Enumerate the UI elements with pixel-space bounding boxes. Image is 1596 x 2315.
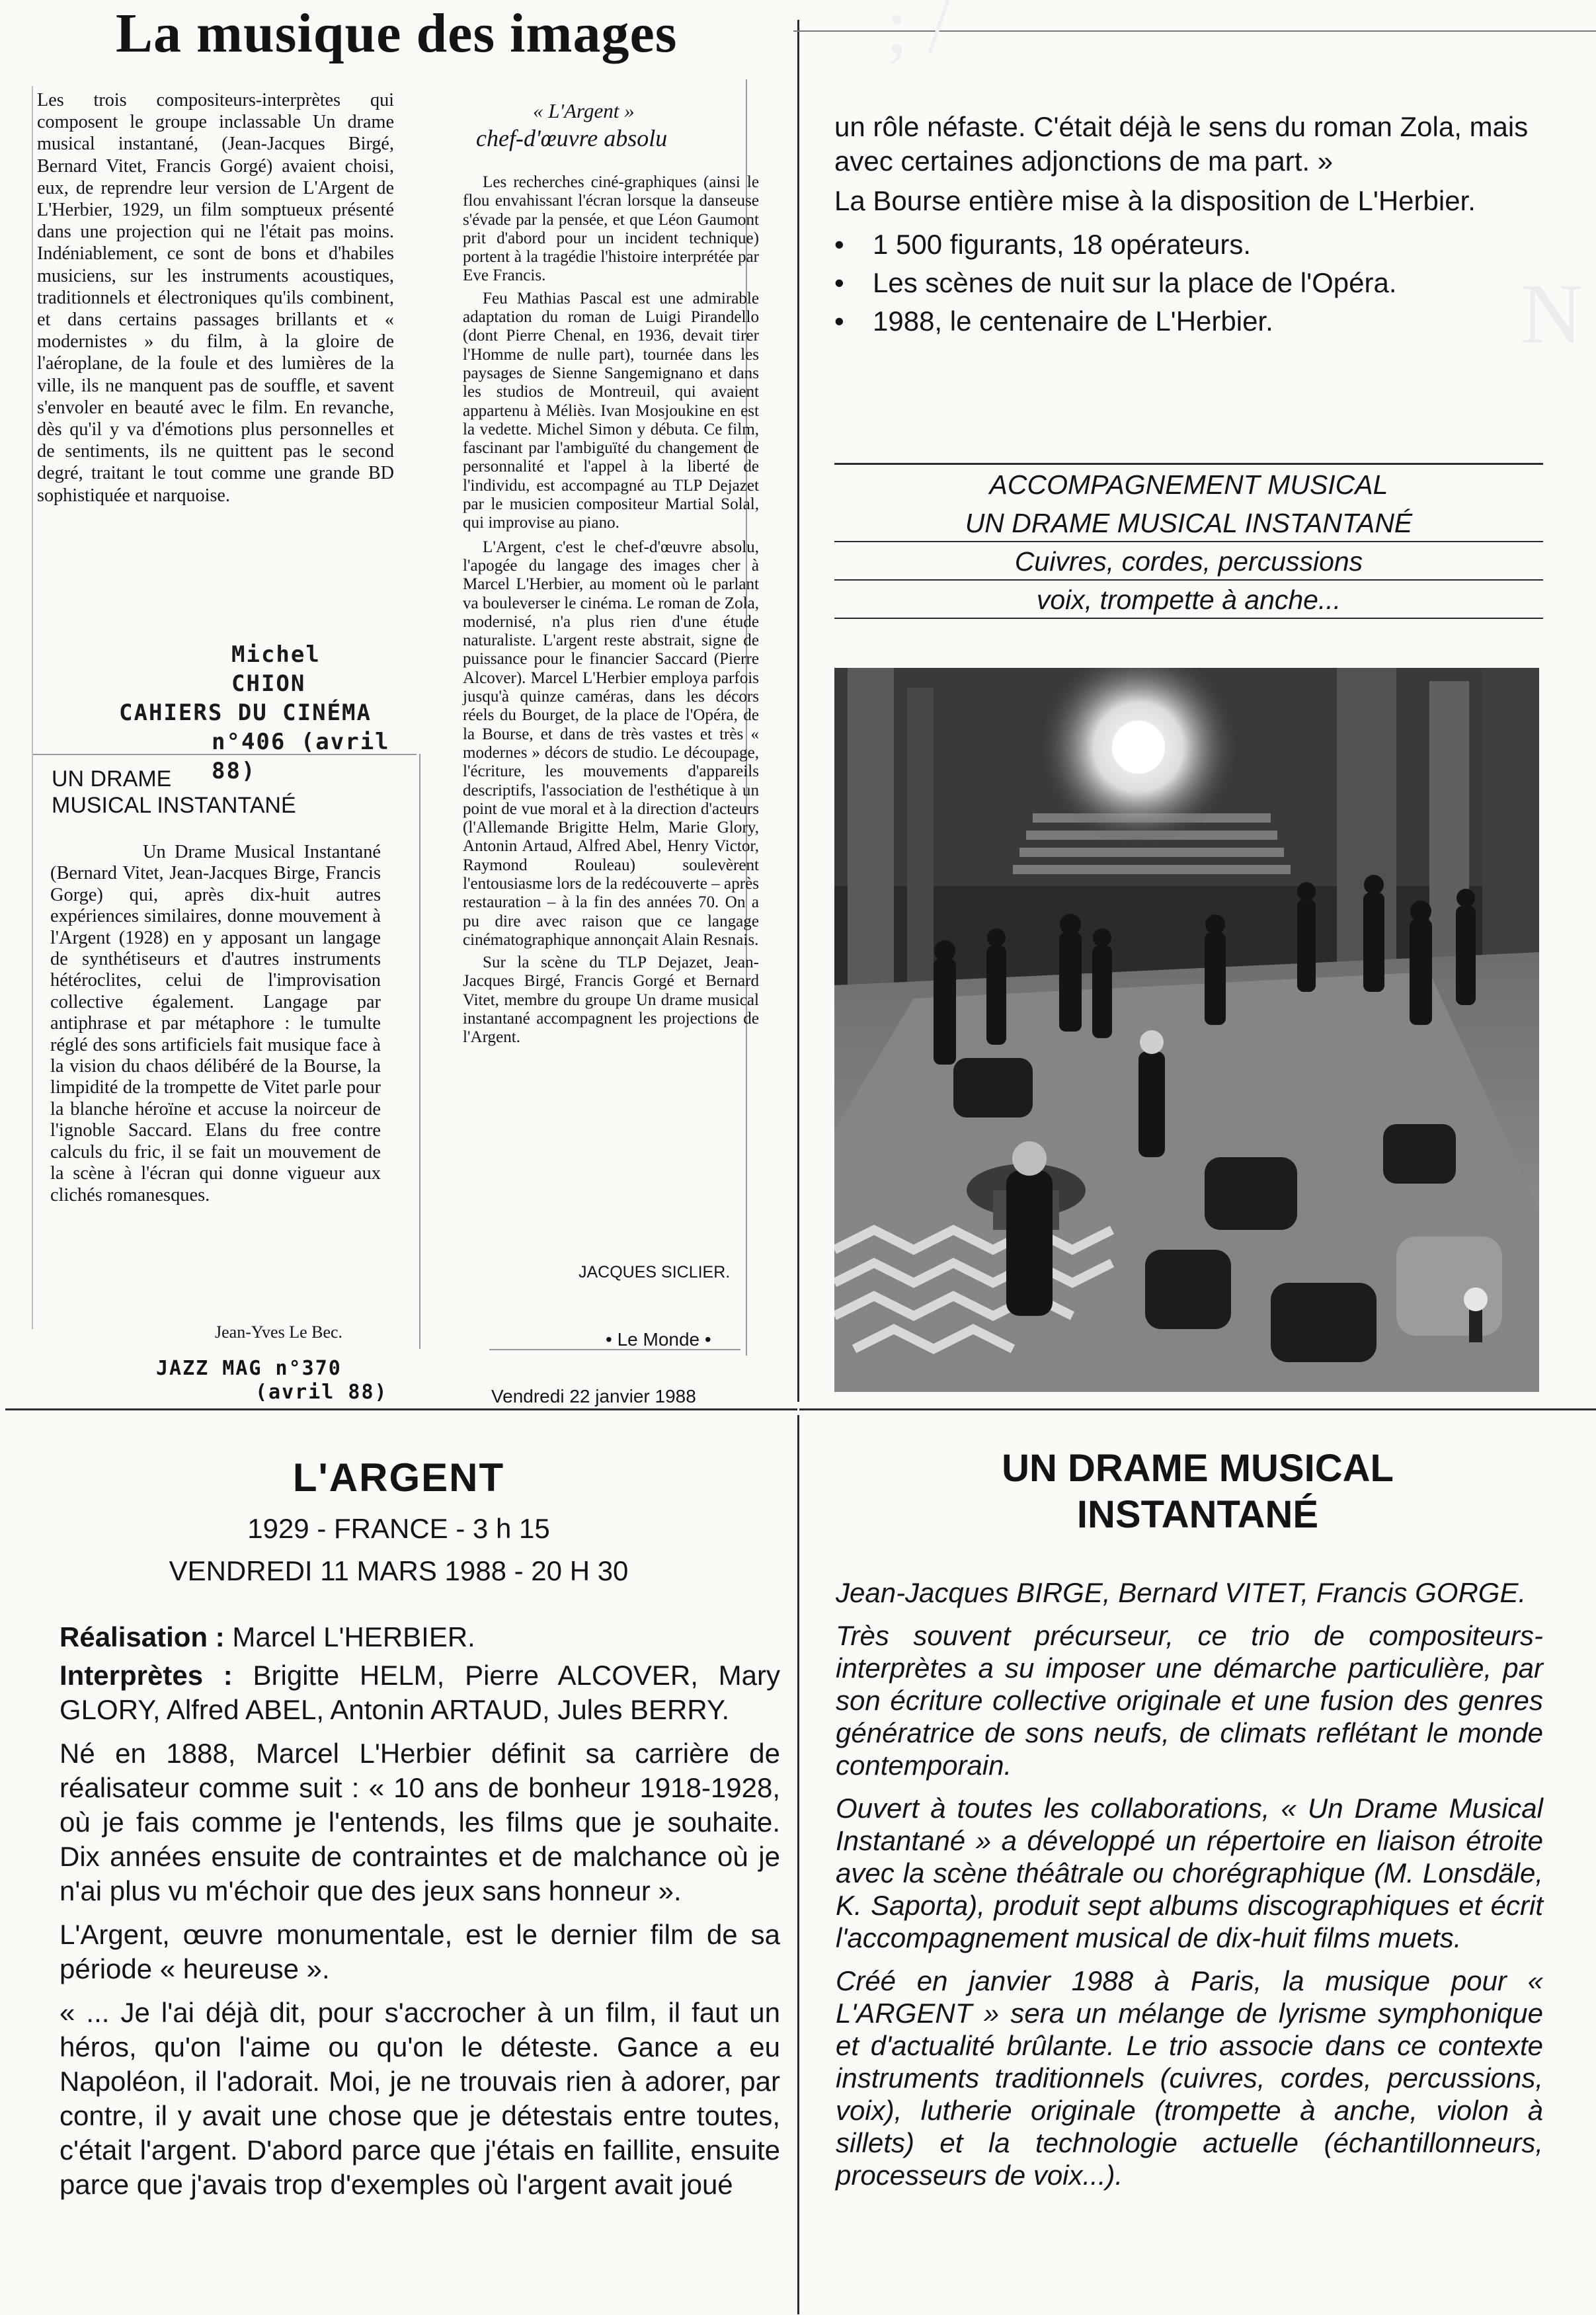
film-paragraph: « ... Je l'ai déjà dit, pour s'accrocher à un film, il faut un héros, qu'on l'aime ou qu'on le déteste. Gance a eu Napoléon, il l'adorait. Moi, je ne trouvais rien à adorer, par contre, il y avait une chose que je détestais entre toutes, c'était l'argent. D'abord parce que j'étais en faillite, ensuite parce que j'avais trop d'exemples où l'argent avait joué [60,1997,780,2200]
monde-paragraph: Sur la scène du TLP Dejazet, Jean-Jacques Birgé, Francis Gorgé et Bernard Vitet, membre du groupe Un drame musical instantané accompagnent les projections de l'Argent. [463,954,759,1047]
director-line [60,1620,780,1654]
accomp-rule-line [834,541,1543,542]
jazz-article-author: Jean-Yves Le Bec. [215,1322,343,1342]
accomp-rule-top [834,463,1543,465]
horizontal-divider-right [799,1408,1596,1410]
accompaniment-box [834,466,1543,619]
cast-label: Interprètes : [60,1660,233,1691]
accomp-line: UN DRAME MUSICAL INSTANTANÉ [965,508,1413,538]
monde-source: • Le Monde • [606,1329,711,1350]
cast-line [60,1658,780,1727]
film-paragraph: Né en 1888, Marcel L'Herbier définit sa carrière de réalisateur comme suit : « 10 ans de bonheur 1918-1928, où je fais comme je l'entends, les films que je souhaite. Dix années ensuite de contraintes et de malchance où je n'ai plus vu m'échoir que des jeux sans honneur ». [60,1738,780,1906]
clipping-edge [32,86,33,1329]
film-subtitle: 1929 - FRANCE - 3 h 15 [247,1513,550,1544]
center-divider-top [797,20,799,1402]
film-title: L'ARGENT [292,1455,505,1500]
group-paragraph: Très souvent précurseur, ce trio de compositeurs-interprètes a su imposer une démarche particulière, par son écriture collective originale et une fusion des genres génératrice de sons neufs, de climats reflétant le monde contemporain. [836,1620,1543,1781]
handwritten-line: n°406 (avril 88) [212,729,390,784]
accomp-line: Cuivres, cordes, percussions [1014,546,1363,577]
group-title-line: INSTANTANÉ [1076,1493,1319,1536]
handwritten-line: CAHIERS DU CINÉMA [119,700,372,726]
group-members: Jean-Jacques BIRGE, Bernard VITET, Francis GORGE. [836,1577,1527,1608]
facts-list-item: • Les scènes de nuit sur la place de l'Opéra. [834,266,1540,300]
facts-list-item: • 1988, le centenaire de L'Herbier. [834,304,1540,339]
handwritten-note-jazz [156,1357,388,1404]
continued-paragraph: La Bourse entière mise à la disposition de L'Herbier. [834,185,1476,216]
continued-paragraph: un rôle néfaste. C'était déjà le sens du roman Zola, mais avec certaines adjonctions de ma part. » [834,111,1529,177]
film-still-photo [834,668,1539,1392]
facts-list [834,227,1540,339]
monde-paragraph: Feu Mathias Pascal est une admirable adaptation du roman de Luigi Pirandello (dont Pierre Chenal, en 1936, devait tirer l'Homme de nulle part), tournée dans les paysages de Sienne Sangemignano et dans les studios de Montreuil, qui avaient appartenu à Méliès. Ivan Mosjoukine en est la vedette. Michel Simon y débuta. Ce film, fascinant par l'ambiguïté du changement de personnalité et l'appel à la liberté de l'individu, est accompagné au TLP Dejazet par le musicien compositeur Martial Solal, qui improvise au piano. [463,289,759,532]
monde-paragraph: L'Argent, c'est le chef-d'œuvre absolu, l'apogée du langage des images cher à Marcel L'Herbier, au moment où le parlant va bouleverser le cinéma. Le roman de Zola, modernisé, n'a plus rien d'une étude naturaliste. L'argent reste abstrait, signe de puissance pour le financier Saccard (Pierre Alcover). Marcel L'Herbier employa parfois jusqu'à quinze caméras, dans les décors réels du Bourget, de la place de l'Opéra, de la Bourse, et dans de très vastes et très « modernes » décors de studio. Le découpage, l'écriture, les mouvements d'appareils descriptifs, l'association de l'esthétique à un point de vue moral et à la direction d'acteurs (l'Allemande Brigitte Helm, Marie Glory, Antonin Artaud, Alfred Abel, Henry Victor, Raymond Rouleau) soulevèrent l'entousiasme lors de la redécouverte – après restauration – à la fin des années 70. On a pu dire avec raison que ce langage cinématographique annonçait Alain Resnais. [463,538,759,949]
jazz-article-title [52,766,296,819]
accomp-line: ACCOMPAGNEMENT MUSICAL [989,469,1388,500]
facts-list-item: • 1 500 figurants, 18 opérateurs. [834,227,1540,262]
group-paragraph: Ouvert à toutes les collaborations, « Un Drame Musical Instantané » a développé un répertoire en liaison étroite avec la scène théâtrale ou chorégraphique (M. Lonsdäle, K. Saporta), produit sept albums discographiques et écrit l'accompagnement musical de dix-huit films muets. [836,1793,1543,1953]
film-still-drawing [834,668,1539,1392]
screening-date: VENDREDI 11 MARS 1988 - 20 H 30 [169,1555,629,1586]
monde-author: JACQUES SICLIER. [579,1263,731,1281]
chion-article-body: Les trois compositeurs-interprètes qui composent le groupe inclassable Un drame musical instantané, (Jean-Jacques Birgé, Bernard Vitet, Francis Gorgé) avaient choisi, eux, de reprendre leur version de L'Argent de L'Herbier, 1929, un film somptueux présenté dans une projection qui ne l'était pas moins. Indéniablement, ce sont de bons et d'habiles musiciens, sur les instruments acoustiques, traditionnels et électroniques qu'ils combinent, et dans certains passages brillants et « modernistes » du film, à la gloire de l'aéroplane, de la foule et des lumières de la ville, ils ne manquent pas de souffle, et savent s'envoler en beauté avec le film. En revanche, dès qu'il y va d'émotions plus personnelles et de sentiments, ils ne quittent pas le second degré, traitant le tout comme une grande BD sophistiquée et narquoise. [37,90,394,506]
bleed-through-mark: ; / [886,0,950,69]
accomp-rule-line [834,618,1543,619]
film-details [60,1620,780,2202]
jazz-title-line: UN DRAME [52,766,172,792]
monde-article-body [463,173,759,1047]
director-label: Réalisation : [60,1621,225,1652]
monde-kicker: « L'Argent » [533,99,635,122]
handwritten-line: Michel CHION [231,641,321,697]
group-title [799,1445,1596,1538]
monde-paragraph: Les recherches ciné-graphiques (ainsi le flou envahissant l'écran lorsque la danseuse s'évade par la pensée, et que Léon Gaumont prit d'abord pour un incident technique) portent à la tragédie l'histoire interprétée par Eve Francis. [463,173,759,285]
jazz-title-line: MUSICAL INSTANTANÉ [52,793,296,818]
group-title-line: UN DRAME MUSICAL [1002,1447,1394,1490]
handwritten-line: JAZZ MAG n°370 [156,1357,342,1380]
handwritten-note-chion [79,640,397,786]
clipping-edge [419,754,420,1349]
monde-title: chef-d'œuvre absolu [476,125,668,151]
group-description [836,1576,1543,2191]
film-paragraph: L'Argent, œuvre monumentale, est le dernier film de sa période « heureuse ». [60,1919,780,1984]
center-divider-bottom [797,1415,799,2314]
cast-value: Brigitte HELM, Pierre ALCOVER, Mary GLORY, Alfred ABEL, Antonin ARTAUD, Jules BERRY. [60,1660,780,1725]
monde-date: Vendredi 22 janvier 1988 [491,1386,696,1406]
accomp-rule-line [834,579,1543,581]
continued-text [834,110,1540,339]
director-value: Marcel L'HERBIER. [232,1621,475,1652]
handwritten-line: (avril 88) [255,1381,388,1404]
jazz-article-body: Un Drame Musical Instantané (Bernard Vitet, Jean-Jacques Birge, Francis Gorge) qui, après dix-huit autres expériences similaires, donne mouvement à l'Argent (1928) en y apposant un langage de synthétiseurs et d'autres instruments hétéroclites, celui de l'improvisation collective également. Langage par antiphrase et par métaphore : le tumulte réglé des sons artificiels fait musique face à la vision du chaos délibéré de la Bourse, la limpidité de la trompette de Vitet parle pour la blanche héroïne et accuse la noirceur de l'ignoble Saccard. Elans du free contre calculs du fric, il se fait un mouvement de la scène à l'écran qui donne vigueur aux clichés romanesques. [50,842,381,1205]
accomp-line: voix, trompette à anche... [1036,585,1341,615]
bleed-through-mark: N [1521,266,1583,362]
clipping-headline: La musique des images [116,3,678,64]
horizontal-divider-left [5,1408,797,1410]
group-paragraph: Créé en janvier 1988 à Paris, la musique pour « L'ARGENT » sera un mélange de lyrisme symphonique et d'actualité brûlante. Le trio associe dans ce contexte instruments traditionnels (cuivres, cordes, percussions, voix), lutherie originale (trompette à anche, violon à sillets) et la technologie actuelle (échantillonneurs, processeurs de voix...). [836,1965,1543,2191]
